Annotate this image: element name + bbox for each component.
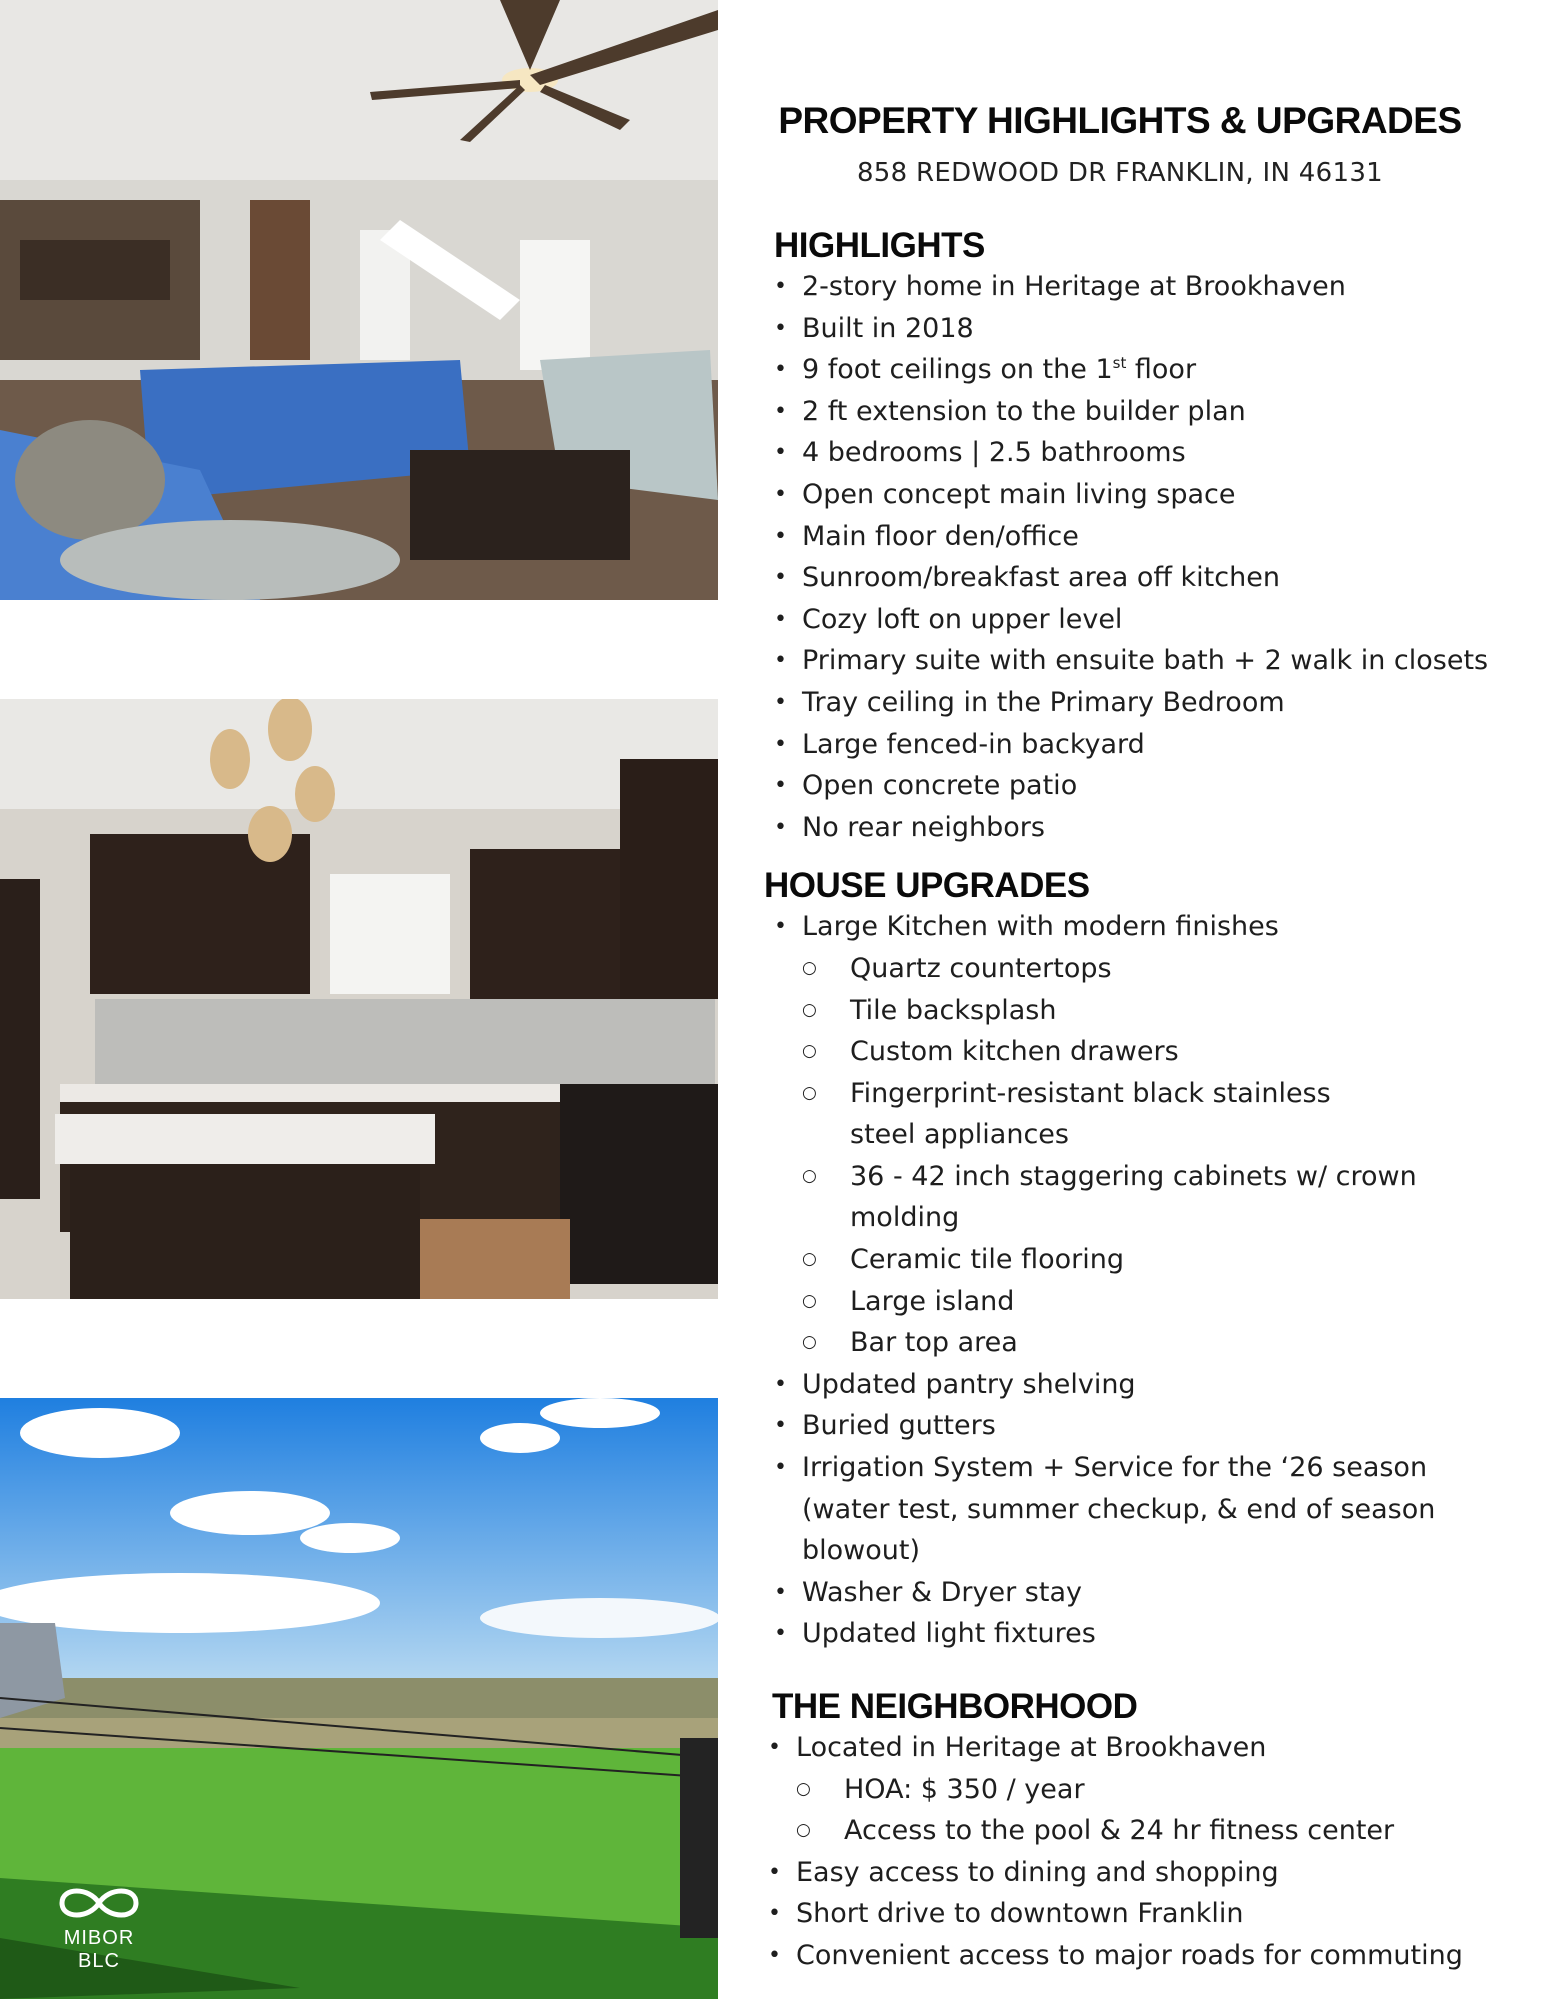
sub-list-item: ○ Ceramic tile flooring (802, 1239, 1530, 1281)
list-item: • Irrigation System + Service for the ‘26 season (water test, summer checkup, & end of season blowout) (770, 1447, 1522, 1572)
list-item: • Large Kitchen with modern finishes ○ Quartz countertops ○ Tile backsplash ○ Custom kitchen drawers ○ Fingerprint-resistant black stainless steel appliances ○ 36 - 42 inch staggering cabinets w/ crown molding ○ Ceramic tile flooring ○ Large island ○ Bar top area (770, 906, 1530, 1364)
logo-text: MIBOR BLC (63, 1927, 135, 1972)
list-item: • Updated light fixtures (770, 1613, 1530, 1655)
content-column (764, 100, 1530, 1977)
list-item: • Washer & Dryer stay (770, 1572, 1530, 1614)
list-item: • Easy access to dining and shopping (764, 1852, 1530, 1894)
list-item: • Open concrete patio (770, 765, 1530, 807)
list-item: • Sunroom/breakfast area off kitchen (770, 557, 1530, 599)
list-item: • 2-story home in Heritage at Brookhaven (770, 266, 1530, 308)
living-room-photo (0, 0, 718, 600)
list-item: • Main floor den/office (770, 516, 1530, 558)
list-item: • 2 ft extension to the builder plan (770, 391, 1530, 433)
list-item: • Updated pantry shelving (770, 1364, 1530, 1406)
list-item: • 9 foot ceilings on the 1st floor (770, 349, 1530, 391)
sub-list-item: ○ HOA: $ 350 / year (796, 1769, 1530, 1811)
list-item: • Buried gutters (770, 1405, 1530, 1447)
list-item: • Short drive to downtown Franklin (764, 1893, 1530, 1935)
list-item: • Convenient access to major roads for commuting (764, 1935, 1530, 1977)
page-title: PROPERTY HIGHLIGHTS & UPGRADES (778, 100, 1462, 141)
sub-list-item: ○ Fingerprint-resistant black stainless steel appliances (802, 1073, 1370, 1156)
sub-list-item: ○ Access to the pool & 24 hr fitness center (796, 1810, 1530, 1852)
kitchen-sublist (802, 948, 1530, 1364)
location-sublist (796, 1769, 1530, 1852)
sub-list-item: ○ Quartz countertops (802, 948, 1530, 990)
list-item: • Tray ceiling in the Primary Bedroom (770, 682, 1530, 724)
neighborhood-list (764, 1727, 1530, 1977)
list-item: • Located in Heritage at Brookhaven ○ HOA: $ 350 / year ○ Access to the pool & 24 hr fitness center (764, 1727, 1530, 1852)
list-item: • Cozy loft on upper level (770, 599, 1530, 641)
neighborhood-heading: THE NEIGHBORHOOD (772, 1687, 1138, 1726)
list-item: • Built in 2018 (770, 308, 1530, 350)
sub-list-item: ○ Bar top area (802, 1322, 1530, 1364)
highlights-heading: HIGHLIGHTS (774, 226, 985, 265)
upgrades-list (770, 906, 1530, 1655)
infinity-icon (56, 1883, 142, 1923)
highlights-list (770, 266, 1530, 848)
mibor-logo (44, 1883, 154, 1973)
property-address: 858 REDWOOD DR FRANKLIN, IN 46131 (856, 158, 1384, 188)
sub-list-item: ○ Large island (802, 1281, 1530, 1323)
list-item: • Open concept main living space (770, 474, 1530, 516)
list-item: • Large fenced-in backyard (770, 724, 1530, 766)
list-item: • 4 bedrooms | 2.5 bathrooms (770, 432, 1530, 474)
list-item: • Primary suite with ensuite bath + 2 walk in closets (770, 640, 1530, 682)
list-item: • No rear neighbors (770, 807, 1530, 849)
kitchen-photo (0, 699, 718, 1299)
sub-list-item: ○ Custom kitchen drawers (802, 1031, 1530, 1073)
upgrades-heading: HOUSE UPGRADES (764, 866, 1090, 906)
sub-list-item: ○ Tile backsplash (802, 990, 1530, 1032)
sub-list-item: ○ 36 - 42 inch staggering cabinets w/ crown molding (802, 1156, 1530, 1239)
